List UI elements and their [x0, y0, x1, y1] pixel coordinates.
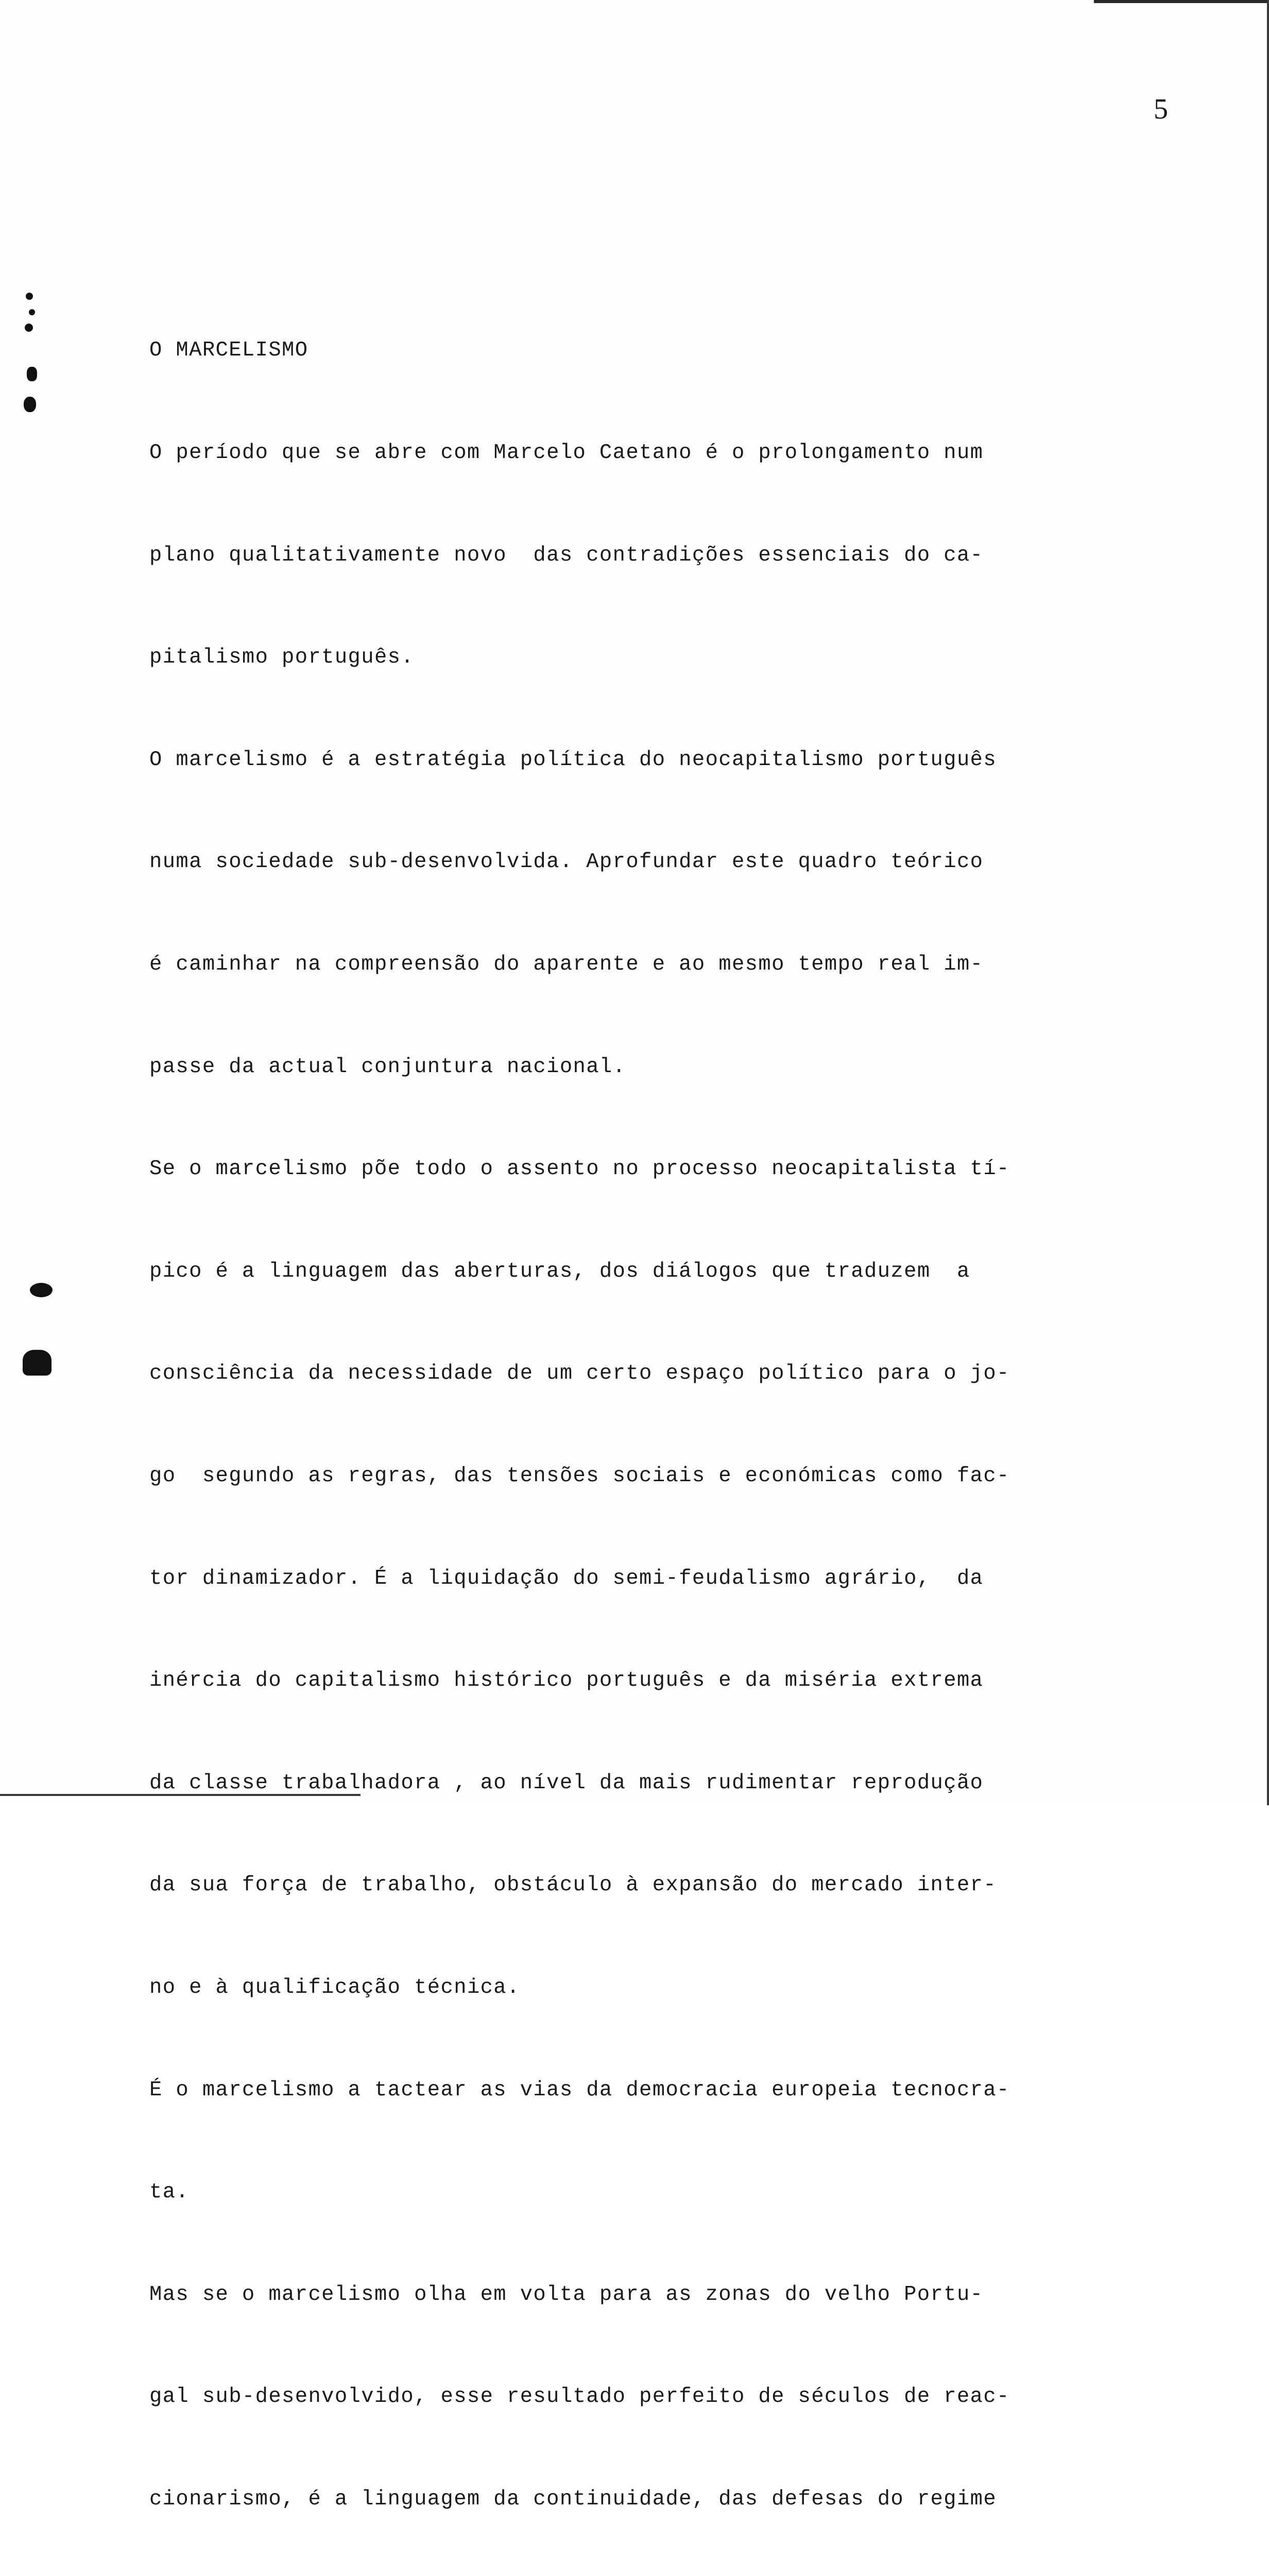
text-line: ta.	[149, 2180, 190, 2205]
text-line: consciência da necessidade de um certo espaço político para o jo-	[149, 1362, 1010, 1386]
binding-mark	[24, 397, 36, 412]
text-line: numa sociedade sub-desenvolvida. Aprofundar este quadro teórico	[149, 850, 984, 874]
page-number: 5	[1154, 93, 1168, 125]
text-line: plano qualitativamente novo das contradições essenciais do ca-	[149, 543, 984, 567]
text-line: tor dinamizador. É a liquidação do semi-feudalismo agrário, da	[149, 1566, 984, 1590]
text-line: go segundo as regras, das tensões sociais e económicas como fac-	[149, 1464, 1010, 1488]
binding-mark	[29, 309, 35, 315]
binding-mark	[27, 367, 37, 381]
text-line: O marcelismo é a estratégia política do neocapitalismo português	[149, 748, 997, 772]
section-title: O MARCELISMO	[149, 338, 308, 363]
body-text	[149, 265, 1210, 2576]
text-line: pitalismo português.	[149, 646, 415, 670]
right-edge-line	[1267, 0, 1269, 1805]
binding-mark	[30, 1283, 53, 1297]
binding-mark	[26, 293, 33, 300]
text-line: Se o marcelismo põe todo o assento no processo neocapitalista tí-	[149, 1157, 1010, 1181]
text-line: Mas se o marcelismo olha em volta para as zonas do velho Portu-	[149, 2282, 984, 2307]
text-line: no e à qualificação técnica.	[149, 1975, 520, 1999]
text-line: passe da actual conjuntura nacional.	[149, 1055, 626, 1079]
text-line: da classe trabalhadora , ao nível da mais rudimentar reprodução	[149, 1771, 984, 1795]
text-line: cionarismo, é a linguagem da continuidade, das defesas do regime	[149, 2487, 997, 2511]
binding-mark	[25, 324, 33, 332]
text-line: O período que se abre com Marcelo Caetano é o prolongamento num	[149, 441, 984, 465]
text-line: inércia do capitalismo histórico português e da miséria extrema	[149, 1669, 984, 1693]
text-line: pico é a linguagem das aberturas, dos diálogos que traduzem a	[149, 1259, 970, 1283]
binding-mark	[23, 1350, 52, 1376]
text-line: da sua força de trabalho, obstáculo à expansão do mercado inter-	[149, 1873, 997, 1897]
text-line: gal sub-desenvolvido, esse resultado perfeito de séculos de reac-	[149, 2385, 1010, 2409]
text-line: É o marcelismo a tactear as vias da democracia europeia tecnocra-	[149, 2078, 1010, 2102]
top-edge-line	[1094, 0, 1269, 3]
text-line: é caminhar na compreensão do aparente e ao mesmo tempo real im-	[149, 952, 984, 976]
